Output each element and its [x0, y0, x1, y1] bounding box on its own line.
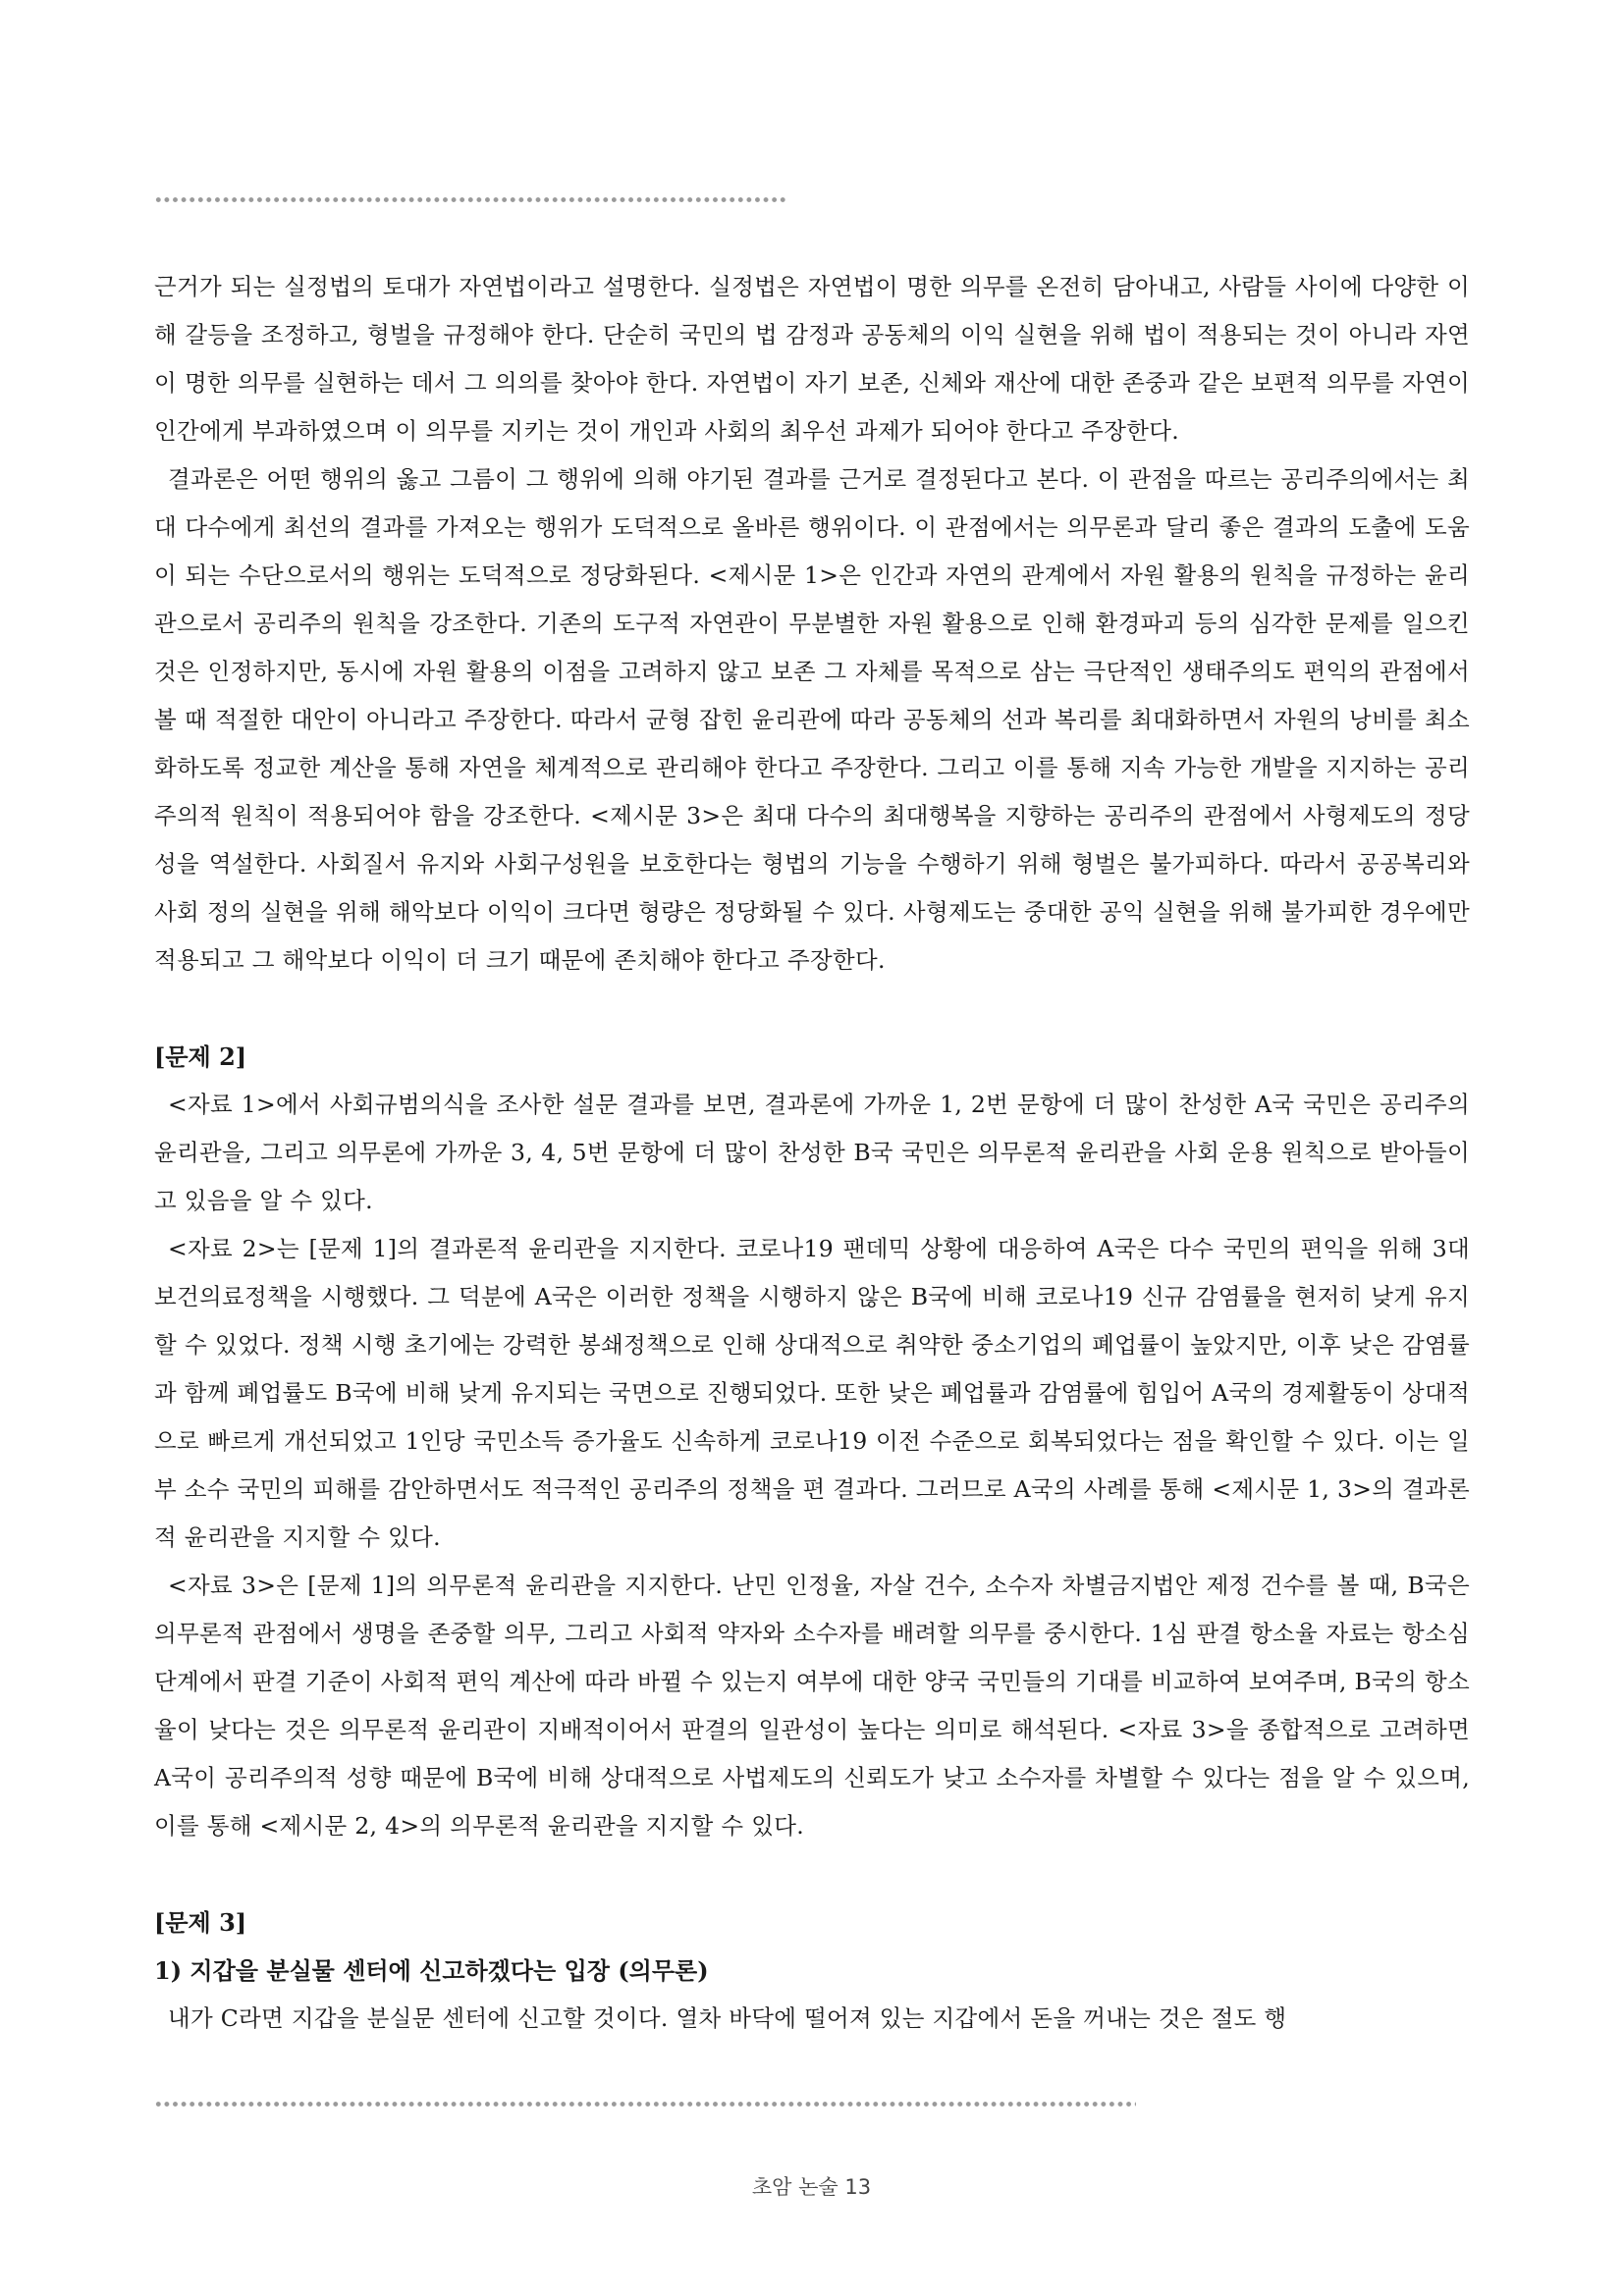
page-body [154, 263, 1470, 2043]
question-2-paragraph-1: <자료 1>에서 사회규범의식을 조사한 설문 결과를 보면, 결과론에 가까운 1, 2번 문항에 더 많이 찬성한 A국 국민은 공리주의 윤리관을, 그리고 의무론에 가까운 3, 4, 5번 문항에 더 많이 찬성한 B국 국민은 의무론적 윤리관을 사회 운용 원칙으로 받아들이고 있음을 알 수 있다. [154, 1091, 1470, 1214]
question-2-paragraph-2: <자료 2>는 [문제 1]의 결과론적 윤리관을 지지한다. 코로나19 팬데믹 상황에 대응하여 A국은 다수 국민의 편익을 위해 3대 보건의료정책을 시행했다. 그 덕분에 A국은 이러한 정책을 시행하지 않은 B국에 비해 코로나19 신규 감염률을 현저히 낮게 유지할 수 있었다. 정책 시행 초기에는 강력한 봉쇄정책으로 인해 상대적으로 취약한 중소기업의 폐업률이 높았지만, 이후 낮은 감염률과 함께 폐업률도 B국에 비해 낮게 유지되는 국면으로 진행되었다. 또한 낮은 폐업률과 감염률에 힘입어 A국의 경제활동이 상대적으로 빠르게 개선되었고 1인당 국민소득 증가율도 신속하게 코로나19 이전 수준으로 회복되었다는 점을 확인할 수 있다. 이는 일부 소수 국민의 피해를 감안하면서도 적극적인 공리주의 정책을 편 결과다. 그러므로 A국의 사례를 통해 <제시문 1, 3>의 결과론적 윤리관을 지지할 수 있다. [154, 1235, 1470, 1551]
bottom-dotted-divider [154, 2101, 1136, 2108]
section-gap [154, 1850, 1470, 1898]
question-3-subheading: 1) 지갑을 분실물 센터에 신고하겠다는 입장 (의무론) [154, 1956, 709, 1985]
intro-paragraph-1: 근거가 되는 실정법의 토대가 자연법이라고 설명한다. 실정법은 자연법이 명한 의무를 온전히 담아내고, 사람들 사이에 다양한 이해 갈등을 조정하고, 형벌을 규정해야 한다. 단순히 국민의 법 감정과 공동체의 이익 실현을 위해 법이 적용되는 것이 아니라 자연이 명한 의무를 실현하는 데서 그 의의를 찾아야 한다. 자연법이 자기 보존, 신체와 재산에 대한 존중과 같은 보편적 의무를 자연이 인간에게 부과하였으며 이 의무를 지키는 것이 개인과 사회의 최우선 과제가 되어야 한다고 주장한다. [154, 273, 1470, 445]
question-3-paragraph-1: 내가 C라면 지갑을 분실문 센터에 신고할 것이다. 열차 바닥에 떨어져 있는 지갑에서 돈을 꺼내는 것은 절도 행 [168, 2004, 1287, 2032]
section-gap [154, 985, 1470, 1033]
page-footer: 초암 논술 13 [751, 2175, 872, 2199]
intro-paragraph-2: 결과론은 어떤 행위의 옳고 그름이 그 행위에 의해 야기된 결과를 근거로 결정된다고 본다. 이 관점을 따르는 공리주의에서는 최대 다수에게 최선의 결과를 가져오는 행위가 도덕적으로 올바른 행위이다. 이 관점에서는 의무론과 달리 좋은 결과의 도출에 도움이 되는 수단으로서의 행위는 도덕적으로 정당화된다. <제시문 1>은 인간과 자연의 관계에서 자원 활용의 원칙을 규정하는 윤리관으로서 공리주의 원칙을 강조한다. 기존의 도구적 자연관이 무분별한 자원 활용으로 인해 환경파괴 등의 심각한 문제를 일으킨 것은 인정하지만, 동시에 자원 활용의 이점을 고려하지 않고 보존 그 자체를 목적으로 삼는 극단적인 생태주의도 편익의 관점에서 볼 때 적절한 대안이 아니라고 주장한다. 따라서 균형 잡힌 윤리관에 따라 공동체의 선과 복리를 최대화하면서 자원의 낭비를 최소화하도록 정교한 계산을 통해 자연을 체계적으로 관리해야 한다고 주장한다. 그리고 이를 통해 지속 가능한 개발을 지지하는 공리주의적 원칙이 적용되어야 함을 강조한다. <제시문 3>은 최대 다수의 최대행복을 지향하는 공리주의 관점에서 사형제도의 정당성을 역설한다. 사회질서 유지와 사회구성원을 보호한다는 형법의 기능을 수행하기 위해 형벌은 불가피하다. 따라서 공공복리와 사회 정의 실현을 위해 해악보다 이익이 크다면 형량은 정당화될 수 있다. 사형제도는 중대한 공익 실현을 위해 불가피한 경우에만 적용되고 그 해악보다 이익이 더 크기 때문에 존치해야 한다고 주장한다. [154, 465, 1470, 974]
question-2-heading: [문제 2] [154, 1042, 247, 1071]
question-3-heading: [문제 3] [154, 1908, 247, 1937]
question-2-paragraph-3: <자료 3>은 [문제 1]의 의무론적 윤리관을 지지한다. 난민 인정율, 자살 건수, 소수자 차별금지법안 제정 건수를 볼 때, B국은 의무론적 관점에서 생명을 존중할 의무, 그리고 사회적 약자와 소수자를 배려할 의무를 중시한다. 1심 판결 항소율 자료는 항소심 단계에서 판결 기준이 사회적 편익 계산에 따라 바뀔 수 있는지 여부에 대한 양국 국민들의 기대를 비교하여 보여주며, B국의 항소율이 낮다는 것은 의무론적 윤리관이 지배적이어서 판결의 일관성이 높다는 의미로 해석된다. <자료 3>을 종합적으로 고려하면 A국이 공리주의적 성향 때문에 B국에 비해 상대적으로 사법제도의 신뢰도가 낮고 소수자를 차별할 수 있다는 점을 알 수 있으며, 이를 통해 <제시문 2, 4>의 의무론적 윤리관을 지지할 수 있다. [154, 1572, 1470, 1840]
top-dotted-divider [154, 196, 785, 203]
